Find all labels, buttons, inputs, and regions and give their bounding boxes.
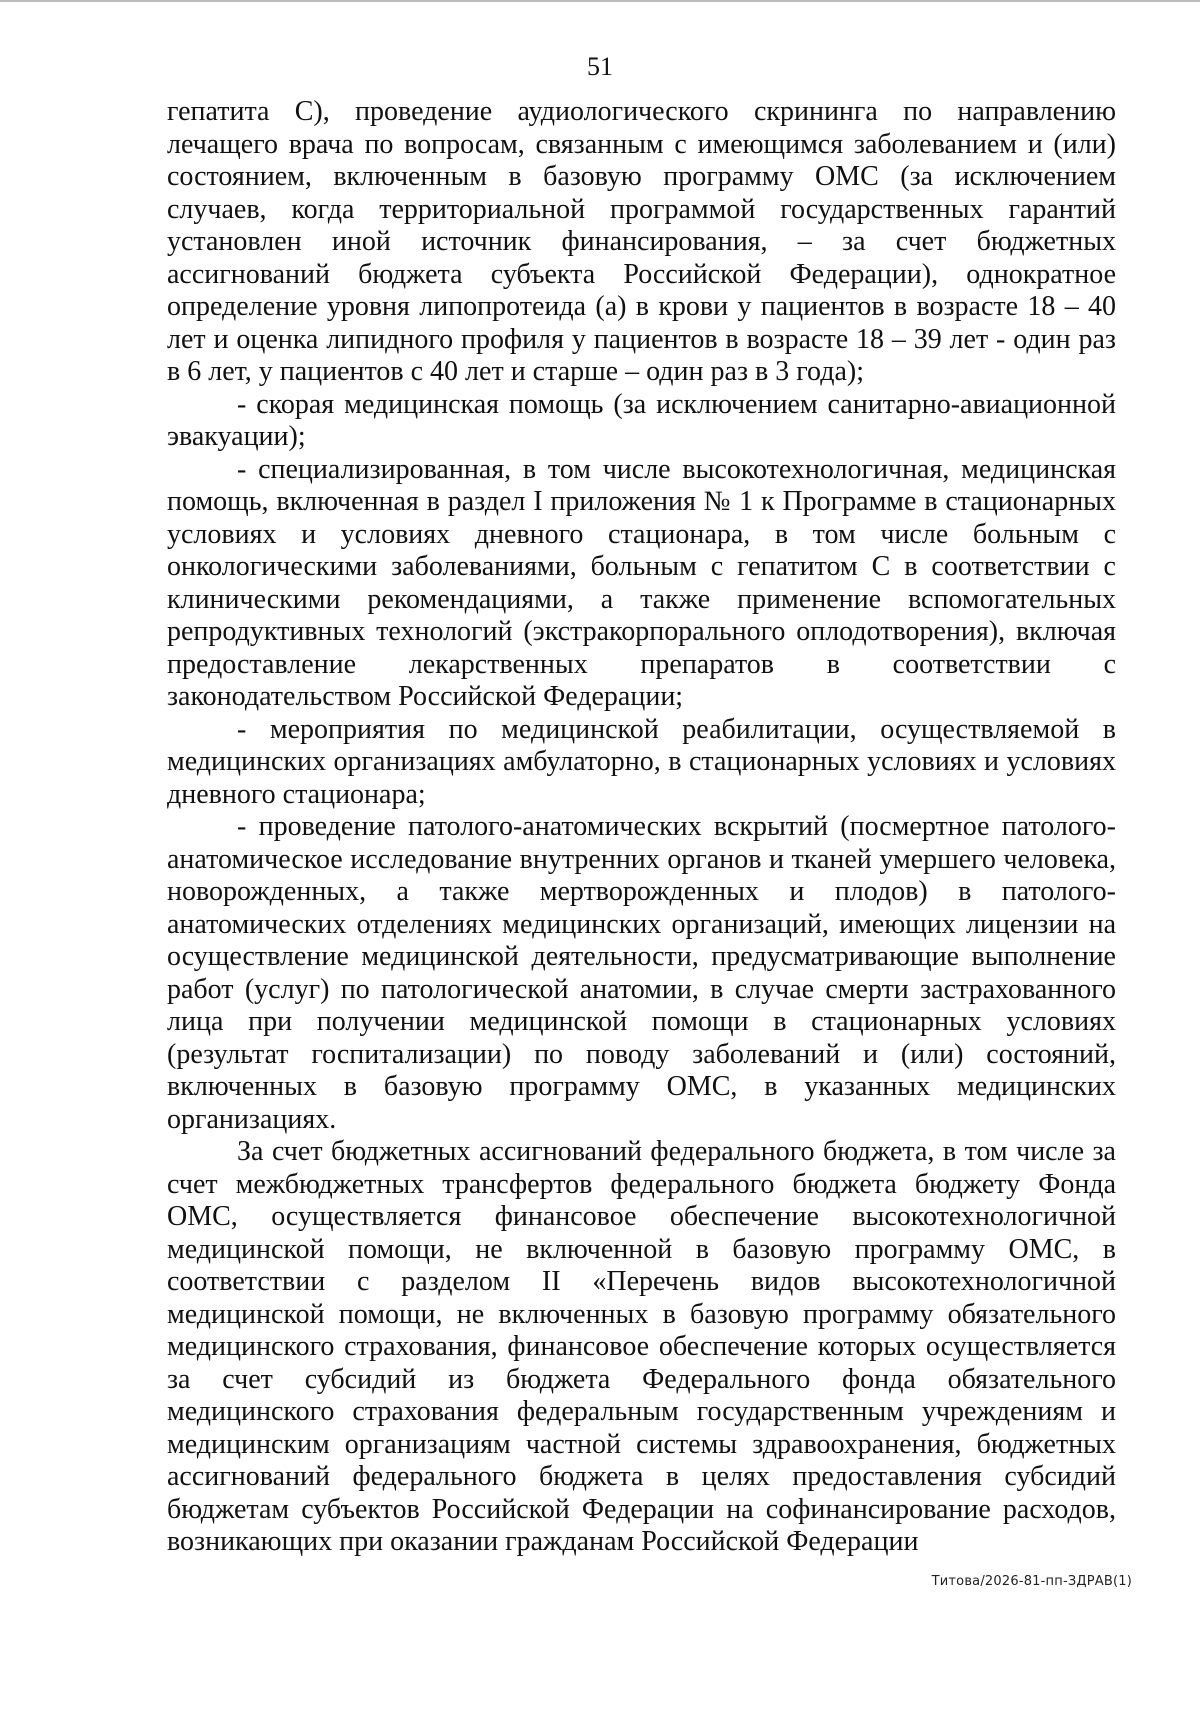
paragraph-federal-budget: За счет бюджетных ассигнований федерального бюджета, в том числе за счет межбюджетных трансфертов федерального бюджета бюджету Фонда ОМС, осуществляется финансовое обеспечение высокотехнологичной медицинской помощи, не включенной в базовую программу ОМС, в соответствии с разделом II «Перечень видов высокотехнологичной медицинской помощи, не включенных в базовую программу обязательного медицинского страхования, финансовое обеспечение которых осуществляется за счет субсидий из бюджета Федерального фонда обязательного медицинского страхования федеральным государственным учреждениям и медицинским организациям частной системы здравоохранения, бюджетных ассигнований федерального бюджета в целях предоставления субсидий бюджетам субъектов Российской Федерации на софинансирование расходов, возникающих при оказании гражданам Российской Федерации: [167, 1136, 1116, 1557]
paragraph-autopsy: - проведение патолого-анатомических вскрытий (посмертное патолого-анатомическое исследование внутренних органов и тканей умершего человека, новорожденных, а также мертворожденных и плодов) в патолого-анатомических отделениях медицинских организаций, имеющих лицензии на осуществление медицинской деятельности, предусматривающие выполнение работ (услуг) по патологической анатомии, в случае смерти застрахованного лица при получении медицинской помощи в стационарных условиях (результат госпитализации) по поводу заболеваний и (или) состояний, включенных в базовую программу ОМС, в указанных медицинских организациях.: [167, 811, 1116, 1135]
paragraph-specialized-care: - специализированная, в том числе высокотехнологичная, медицинская помощь, включенная в раздел I приложения № 1 к Программе в стационарных условиях и условиях дневного стационара, в том числе больным с онкологическими заболеваниями, больным с гепатитом С в соответствии с клиническими рекомендациями, а также применение вспомогательных репродуктивных технологий (экстракорпорального оплодотворения), включая предоставление лекарственных препаратов в соответствии с законодательством Российской Федерации;: [167, 453, 1116, 712]
document-footer-code: Титова/2026-81-пп-ЗДРАВ(1): [931, 1574, 1132, 1589]
page-number: 51: [587, 52, 613, 81]
paragraph-rehabilitation: - мероприятия по медицинской реабилитации, осуществляемой в медицинских организациях амбулаторно, в стационарных условиях и условиях дневного стационара;: [167, 713, 1116, 810]
document-body: [167, 96, 1116, 1559]
paragraph-hepatitis-screening: гепатита С), проведение аудиологического скрининга по направлению лечащего врача по вопросам, связанным с имеющимся заболеванием и (или) состоянием, включенным в базовую программу ОМС (за исключением случаев, когда территориальной программой государственных гарантий установлен иной источник финансирования, – за счет бюджетных ассигнований бюджета субъекта Российской Федерации), однократное определение уровня липопротеида (а) в крови у пациентов в возрасте 18 – 40 лет и оценка липидного профиля у пациентов в возрасте 18 – 39 лет - один раз в 6 лет, у пациентов с 40 лет и старше – один раз в 3 года);: [167, 96, 1116, 387]
paragraph-ambulance: - скорая медицинская помощь (за исключением санитарно-авиационной эвакуации);: [167, 388, 1116, 452]
top-edge-line: [0, 0, 1200, 2]
